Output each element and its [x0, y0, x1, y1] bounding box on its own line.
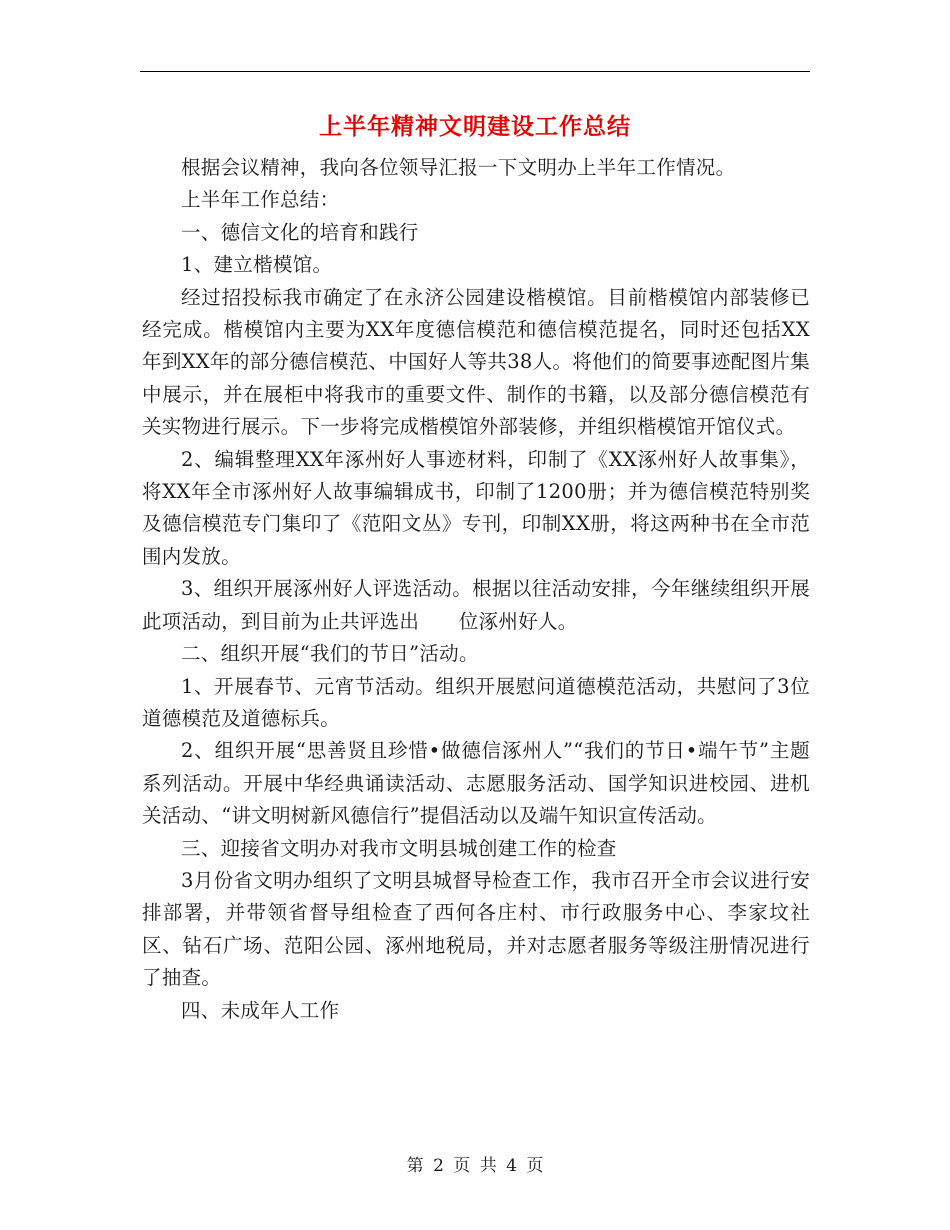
paragraph: 经过招投标我市确定了在永济公园建设楷模馆。目前楷模馆内部装修已经完成。楷模馆内主要为XX年度德信模范和德信模范提名，同时还包括XX年到XX年的部分德信模范、中国好人等共38人。将他们的简要事迹配图片集中展示，并在展柜中将我市的重要文件、制作的书籍，以及部分德信模范有关实物进行展示。下一步将完成楷模馆外部装修，并组织楷模馆开馆仪式。: [142, 285, 810, 439]
section-heading: 二、组织开展“我们的节日”活动。: [181, 642, 479, 666]
document-body: [142, 152, 810, 1027]
paragraph: 2、组织开展“思善贤且珍惜•做德信涿州人”“我们的节日•端午节”主题系列活动。开展中华经典诵读活动、志愿服务活动、国学知识进校园、进机关活动、“讲文明树新风德信行”提倡活动以及端午知识宣传活动。: [142, 739, 810, 828]
section-heading: 四、未成年人工作: [181, 998, 340, 1022]
section-heading: 三、迎接省文明办对我市文明县城创建工作的检查: [181, 836, 617, 860]
paragraph: 2、编辑整理XX年涿州好人事迹材料，印制了《XX涿州好人故事集》，将XX年全市涿州好人故事编辑成书，印制了1200册；并为德信模范特别奖及德信模范专门集印了《范阳文丛》专刊，印制XX册，将这两种书在全市范围内发放。: [142, 447, 810, 568]
document-title: 上半年精神文明建设工作总结: [319, 113, 631, 140]
header-rule: [140, 71, 810, 72]
paragraph: 1、开展春节、元宵节活动。组织开展慰问道德模范活动，共慰问了3位道德模范及道德标兵。: [142, 674, 810, 730]
paragraph: 上半年工作总结：: [181, 188, 340, 212]
subsection-heading: 1、建立楷模馆。: [181, 253, 333, 277]
section-heading: 一、德信文化的培育和践行: [181, 220, 419, 244]
paragraph: 3月份省文明办组织了文明县城督导检查工作，我市召开全市会议进行安排部署，并带领省督导组检查了西何各庄村、市行政服务中心、李家坟社区、钻石广场、范阳公园、涿州地税局，并对志愿者服务等级注册情况进行了抽查。: [142, 868, 810, 990]
paragraph: 根据会议精神，我向各位领导汇报一下文明办上半年工作情况。: [181, 156, 736, 179]
page-number: 第 2 页 共 4 页: [406, 1156, 544, 1176]
paragraph: 3、组织开展涿州好人评选活动。根据以往活动安排，今年继续组织开展此项活动，到目前为止共评选出 位涿州好人。: [142, 577, 810, 633]
